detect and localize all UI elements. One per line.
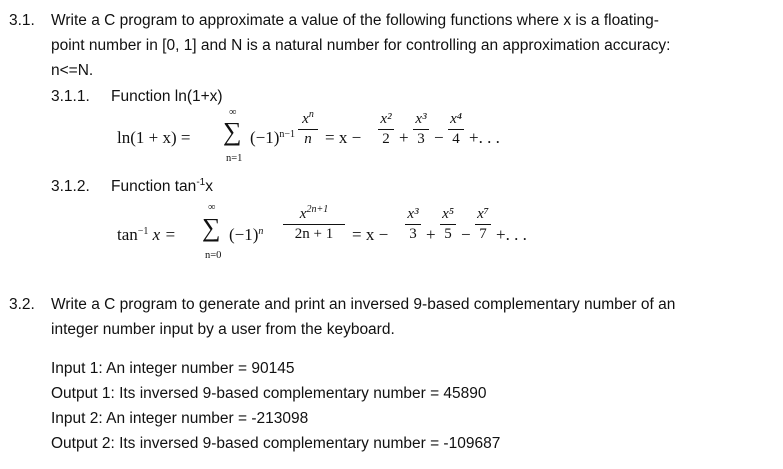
q32-line1: Write a C program to generate and print an inversed 9-based complementary number of an bbox=[51, 296, 676, 313]
formula1-plus: + bbox=[399, 128, 409, 147]
formula2-t2-bar bbox=[405, 224, 421, 225]
formula1-main-frac bbox=[298, 109, 318, 147]
q31-number: 3.1. bbox=[9, 12, 35, 29]
formula2-term-exp: n bbox=[258, 226, 264, 237]
formula1-t3 bbox=[413, 112, 429, 147]
formula2-t4-num: x⁷ bbox=[477, 206, 489, 222]
formula2-t3-den: 5 bbox=[444, 226, 452, 242]
q32-number: 3.2. bbox=[9, 296, 35, 313]
q32-line2: integer number input by a user from the keyboard. bbox=[51, 321, 395, 338]
formula2-t3 bbox=[440, 207, 456, 242]
formula1-sum-bottom: n=1 bbox=[226, 153, 243, 164]
formula1-sigma: ∑ bbox=[223, 117, 242, 146]
formula2-lhs-end: x = bbox=[152, 225, 176, 244]
q312-title-sup: -1 bbox=[196, 177, 206, 188]
formula1-t2 bbox=[378, 112, 394, 147]
formula2-t3-num: x⁵ bbox=[442, 206, 454, 222]
example-input-2: Input 2: An integer number = -213098 bbox=[51, 410, 309, 427]
q311-title: Function ln(1+x) bbox=[111, 88, 223, 105]
formula1-equals: = x − bbox=[325, 128, 362, 147]
formula2-t2-den: 3 bbox=[409, 226, 417, 242]
q31-line1: Write a C program to approximate a value of the following functions where x is a floating- bbox=[51, 12, 659, 29]
formula1-minus: − bbox=[434, 128, 444, 147]
formula1-t2-num: x² bbox=[380, 111, 392, 127]
formula1-frac-num: $x^n$ bbox=[302, 109, 314, 127]
formula1-t3-den: 3 bbox=[417, 131, 425, 147]
q31-line2: point number in [0, 1] and N is a natural number for controlling an approximation accuracy: bbox=[51, 37, 671, 54]
formula1-t4-bar bbox=[448, 129, 464, 130]
example-output-1: Output 1: Its inversed 9-based complementary number = 45890 bbox=[51, 385, 487, 402]
formula2-t2 bbox=[405, 207, 421, 242]
formula2-t4 bbox=[475, 207, 491, 242]
formula2-equals: = x − bbox=[352, 225, 389, 244]
formula1-tail: +. . . bbox=[469, 128, 500, 147]
formula2-lhs-sup: −1 bbox=[137, 226, 149, 237]
formula1-t4-den: 4 bbox=[452, 131, 460, 147]
formula2-lhs bbox=[117, 226, 176, 243]
example-input-1: Input 1: An integer number = 90145 bbox=[51, 360, 295, 377]
formula1-term-exp: n−1 bbox=[279, 129, 296, 140]
formula2-t2-num: x³ bbox=[407, 206, 419, 222]
formula2-lhs-tan: tan bbox=[117, 225, 138, 244]
formula1-t2-den: 2 bbox=[382, 131, 390, 147]
formula2-term-base: (−1) bbox=[229, 225, 259, 244]
q311-number: 3.1.1. bbox=[51, 88, 90, 105]
formula1-frac-bar bbox=[298, 129, 318, 130]
formula2-t4-den: 7 bbox=[479, 226, 487, 242]
q312-title-main: Function tan bbox=[111, 178, 197, 195]
formula2-t3-bar bbox=[440, 224, 456, 225]
example-output-2: Output 2: Its inversed 9-based complementary number = -109687 bbox=[51, 435, 501, 452]
formula2-frac-bar bbox=[283, 224, 345, 225]
formula1-frac-den: n bbox=[304, 131, 312, 147]
formula1-t4-num: x⁴ bbox=[450, 111, 462, 127]
formula2-t4-bar bbox=[475, 224, 491, 225]
formula1-lhs: ln(1 + x) = bbox=[117, 128, 191, 147]
formula2-plus: + bbox=[426, 225, 436, 244]
formula1-sum-top: ∞ bbox=[229, 107, 237, 118]
formula2-frac-den: 2n + 1 bbox=[294, 226, 334, 242]
formula1-t3-num: x³ bbox=[415, 111, 427, 127]
formula2-sum-top: ∞ bbox=[208, 202, 216, 213]
formula2-frac-num: $x^{2n+1}$ bbox=[299, 204, 329, 222]
formula1-term bbox=[250, 129, 295, 146]
formula1-term-base: (−1) bbox=[250, 128, 280, 147]
formula1-t4 bbox=[448, 112, 464, 147]
q312-title-end: x bbox=[205, 178, 213, 195]
formula2-sum-bottom: n=0 bbox=[205, 250, 222, 261]
q312-number: 3.1.2. bbox=[51, 178, 90, 195]
formula2-tail: +. . . bbox=[496, 225, 527, 244]
formula1-t2-bar bbox=[378, 129, 394, 130]
formula1-t3-bar bbox=[413, 129, 429, 130]
formula2-minus: − bbox=[461, 225, 471, 244]
q312-title bbox=[111, 179, 213, 195]
formula2-term bbox=[229, 226, 263, 243]
q31-line3: n<=N. bbox=[51, 62, 94, 79]
formula2-main-frac bbox=[283, 204, 345, 242]
formula2-sigma: ∑ bbox=[202, 213, 221, 242]
